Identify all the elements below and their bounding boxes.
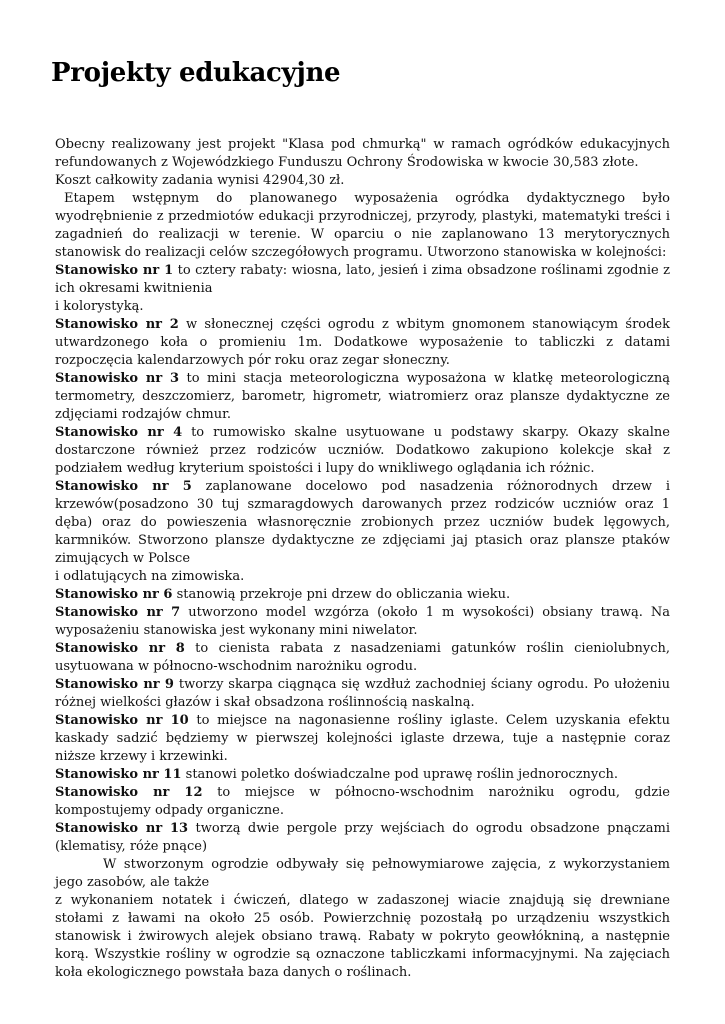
station-label: Stanowisko nr 1 (55, 263, 174, 278)
station-text: to rumowisko skalne usytuowane u podstawy skarpy. Okazy skalne dostarczone również przez rodziców uczniów. Dodatkowo zakupiono kolekcje skał z podziałem według kryterium spoistości i lupy do wnikliwego oglądania ich różnic. (55, 425, 670, 476)
station-text: to miejsce w północno-wschodnim narożniku ogrodu, gdzie kompostujemy odpady organiczne. (55, 785, 670, 818)
station-label: Stanowisko nr 2 (55, 317, 179, 332)
station-text: tworzą dwie pergole przy wejściach do ogrodu obsadzone pnączami (klematisy, róże pnące) (55, 821, 670, 854)
station-label: Stanowisko nr 13 (55, 821, 189, 836)
station-10 (55, 712, 670, 766)
station-5 (55, 478, 670, 568)
station-7 (55, 604, 670, 640)
page-title: Projekty edukacyjne (51, 58, 341, 88)
station-13 (55, 820, 670, 856)
intro-paragraph: Obecny realizowany jest projekt "Klasa pod chmurką" w ramach ogródków edukacyjnych refundowanych z Wojewódzkiego Funduszu Ochrony Środowiska w kwocie 30,583 złote. (55, 137, 670, 170)
station-text: utworzono model wzgórza (około 1 m wysokości) obsiany trawą. Na wyposażeniu stanowiska jest wykonany mini niwelator. (55, 605, 670, 638)
station-text: stanowi poletko doświadczalne pod uprawę roślin jednorocznych. (181, 767, 619, 782)
station-text: stanowią przekroje pni drzew do obliczania wieku. (172, 587, 511, 602)
station-9 (55, 676, 670, 712)
station-text: to miejsce na nagonasienne rośliny iglaste. Celem uzyskania efektu kaskady sadzić będziemy w pierwszej kolejności iglaste drzewa, tuje a następnie coraz niższe krzewy i krzewinki. (55, 713, 670, 764)
total-cost-line: Koszt całkowity zadania wynisi 42904,30 zł. (55, 173, 345, 188)
station-text: to mini stacja meteorologiczna wyposażona w klatkę meteorologiczną termometry, deszczomierz, barometr, higrometr, wiatromierz oraz plansze dydaktyczne ze zdjęciami rodzajów chmur. (55, 371, 670, 422)
station-1 (55, 262, 670, 298)
station-label: Stanowisko nr 3 (55, 371, 180, 386)
station-8 (55, 640, 670, 676)
station-label: Stanowisko nr 6 (55, 587, 173, 602)
station-12 (55, 784, 670, 820)
station-6 (55, 586, 670, 604)
closing-intro: W stworzonym ogrodzie odbywały się pełnowymiarowe zajęcia, z wykorzystaniem jego zasobów, ale także (55, 857, 670, 890)
closing-paragraph: z wykonaniem notatek i ćwiczeń, dlatego w zadaszonej wiacie znajdują się drewniane stołami z ławami na około 25 osób. Powierzchnię pozostałą po urządzeniu wszystkich stanowisk i żwirowych alejek obsiano trawą. Rabaty w pokryto geowłókniną, a następnie korą. Wszystkie rośliny w ogrodzie są oznaczone tabliczkami informacyjnymi. Na zajęciach koła ekologicznego powstała baza danych o roślinach. (55, 893, 670, 980)
station-text: zaplanowane docelowo pod nasadzenia różnorodnych drzew i krzewów(posadzono 30 tuj szmaragdowych darowanych przez rodziców uczniów oraz 1 dęba) oraz do powieszenia własnoręcznie zrobionych przez uczniów budek lęgowych, karmników. Stworzono plansze dydaktyczne ze zdjęciami jaj ptasich oraz plansze ptaków zimujących w Polsce (55, 479, 671, 566)
station-label: Stanowisko nr 12 (55, 785, 203, 800)
station-label: Stanowisko nr 7 (55, 605, 181, 620)
station-text: w słonecznej części ogrodu z wbitym gnomonem stanowiącym środek utwardzonego koła o promieniu 1m. Dodatkowe wyposażenie to tabliczki z datami rozpoczęcia kalendarzowych pór roku oraz zegar słoneczny. (55, 317, 671, 368)
station-label: Stanowisko nr 10 (55, 713, 189, 728)
station-label: Stanowisko nr 5 (55, 479, 192, 494)
station-label: Stanowisko nr 8 (55, 641, 185, 656)
document-body (55, 136, 670, 982)
station-label: Stanowisko nr 11 (55, 767, 182, 782)
station-11 (55, 766, 670, 784)
station-label: Stanowisko nr 4 (55, 425, 183, 440)
station-3 (55, 370, 670, 424)
station-5-continued: i odlatujących na zimowiska. (55, 569, 245, 584)
station-text: tworzy skarpa ciągnąca się wzdłuż zachodniej ściany ogrodu. Po ułożeniu różnej wielkości głazów i skał obsadzona roślinnością naskalną. (55, 677, 671, 710)
station-label: Stanowisko nr 9 (55, 677, 174, 692)
station-1-continued: i kolorystyką. (55, 299, 144, 314)
station-2 (55, 316, 670, 370)
planning-paragraph: Etapem wstępnym do planowanego wyposażenia ogródka dydaktycznego było wyodrębnienie z przedmiotów edukacji przyrodniczej, przyrody, plastyki, matematyki treści i zagadnień do realizacji w terenie. W oparciu o nie zaplanowano 13 merytorycznych stanowisk do realizacji celów szczegółowych programu. Utworzono stanowiska w kolejności: (55, 191, 670, 260)
station-text: to cztery rabaty: wiosna, lato, jesień i zima obsadzone roślinami zgodnie z ich okresami kwitnienia (55, 263, 671, 296)
station-text: to cienista rabata z nasadzeniami gatunków roślin cieniolubnych, usytuowana w północno-wschodnim narożniku ogrodu. (55, 641, 670, 674)
station-4 (55, 424, 670, 478)
